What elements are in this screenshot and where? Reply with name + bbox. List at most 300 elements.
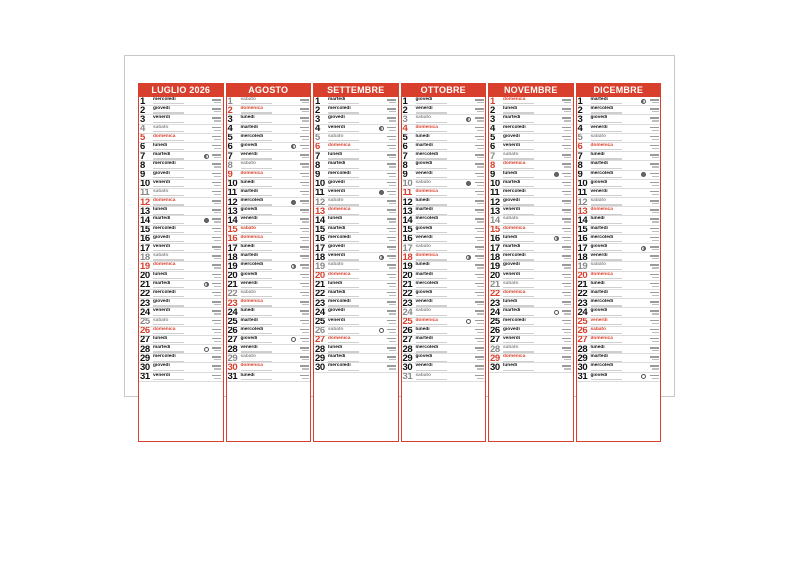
- saint-name-placeholder: [416, 278, 460, 279]
- day-row: [314, 336, 398, 345]
- saint-name-placeholder: [328, 305, 372, 306]
- day-row: [489, 299, 573, 308]
- day-row: [139, 198, 223, 207]
- month-column: [226, 83, 312, 442]
- saint-name-placeholder: [241, 333, 285, 334]
- saint-name-placeholder: [328, 140, 372, 141]
- sunrise-sunset-times: [212, 228, 221, 230]
- sunrise-sunset-times: [387, 218, 396, 220]
- day-row: [139, 106, 223, 115]
- saint-name-placeholder: [503, 204, 547, 205]
- day-of-year-counter: [214, 304, 221, 305]
- day-row: [402, 207, 486, 216]
- day-of-year-counter: [302, 295, 309, 296]
- day-row: [227, 299, 311, 308]
- saint-name-placeholder: [503, 361, 547, 362]
- day-of-year-counter: [302, 249, 309, 250]
- saint-name-placeholder: [153, 214, 197, 215]
- weekday-label: martedì: [415, 142, 433, 148]
- day-of-year-counter: [389, 221, 396, 222]
- sunrise-sunset-times: [650, 356, 659, 358]
- sunrise-sunset-times: [212, 173, 221, 175]
- day-of-year-counter: [564, 157, 571, 158]
- sunrise-sunset-times: [387, 99, 396, 101]
- saint-name-placeholder: [503, 186, 547, 187]
- day-number: 11: [140, 188, 150, 199]
- sunrise-sunset-times: [212, 320, 221, 322]
- weekday-label: venerdì: [153, 244, 171, 249]
- day-row: [227, 373, 311, 382]
- sunrise-sunset-times: [475, 173, 484, 175]
- saint-name-placeholder: [153, 223, 197, 224]
- sunrise-sunset-times: [562, 365, 571, 367]
- weekday-label: giovedì: [240, 271, 258, 277]
- day-row: [314, 161, 398, 170]
- saint-name-placeholder: [503, 351, 547, 352]
- sunrise-sunset-times: [650, 163, 659, 165]
- sunrise-sunset-times: [650, 209, 659, 211]
- saint-name-placeholder: [503, 232, 547, 233]
- day-row: [577, 308, 661, 317]
- saint-name-placeholder: [328, 186, 372, 187]
- day-number: 30: [140, 363, 150, 373]
- day-number: 19: [140, 262, 150, 272]
- weekday-label: sabato: [328, 198, 344, 204]
- day-number: 4: [315, 124, 320, 134]
- day-of-year-counter: [477, 350, 484, 351]
- sunrise-sunset-times: [387, 264, 396, 266]
- saint-name-placeholder: [416, 342, 460, 343]
- sunrise-sunset-times: [387, 301, 396, 303]
- saint-name-placeholder: [503, 149, 547, 150]
- sunrise-sunset-times: [562, 264, 571, 266]
- day-row: [402, 308, 486, 317]
- sunrise-sunset-times: [475, 255, 484, 257]
- day-of-year-counter: [477, 185, 484, 186]
- weekday-label: sabato: [590, 326, 606, 332]
- day-number: 26: [140, 326, 150, 336]
- sunrise-sunset-times: [475, 127, 484, 129]
- day-number: 6: [402, 142, 408, 153]
- day-of-year-counter: [564, 130, 571, 131]
- weekday-label: venerdì: [415, 234, 433, 240]
- saint-name-placeholder: [591, 214, 635, 215]
- day-row: [489, 272, 573, 281]
- weekday-label: domenica: [590, 207, 613, 213]
- saint-name-placeholder: [591, 131, 635, 132]
- sunrise-sunset-times: [562, 237, 571, 239]
- weekday-label: martedì: [503, 308, 521, 314]
- day-of-year-counter: [302, 185, 309, 186]
- weekday-label: lunedì: [415, 262, 430, 268]
- day-of-year-counter: [302, 102, 309, 103]
- weekday-label: venerdì: [153, 115, 171, 121]
- day-of-year-counter: [652, 286, 659, 287]
- day-row: [314, 180, 398, 189]
- day-row: [139, 152, 223, 161]
- day-number: 10: [227, 179, 238, 189]
- weekday-label: venerdì: [153, 179, 171, 185]
- weekday-label: mercoledì: [328, 106, 351, 112]
- weekday-label: martedì: [240, 188, 258, 194]
- sunrise-sunset-times: [300, 347, 309, 349]
- day-row: [314, 189, 398, 198]
- day-row: [314, 318, 398, 327]
- day-row: [402, 244, 486, 253]
- day-row: [577, 354, 661, 363]
- day-number: 25: [315, 317, 325, 327]
- day-row: [489, 152, 573, 161]
- saint-name-placeholder: [591, 112, 635, 113]
- day-row: [577, 207, 661, 216]
- day-of-year-counter: [389, 304, 396, 305]
- weekday-label: sabato: [240, 97, 256, 102]
- day-row: [577, 216, 661, 225]
- day-of-year-counter: [564, 368, 571, 369]
- weekday-label: mercoledì: [153, 289, 176, 295]
- sunrise-sunset-times: [650, 99, 659, 101]
- saint-name-placeholder: [241, 342, 285, 343]
- day-number: 3: [490, 115, 495, 125]
- day-of-year-counter: [652, 368, 659, 369]
- day-row: [139, 207, 223, 216]
- saint-name-placeholder: [503, 168, 547, 169]
- day-of-year-counter: [477, 203, 484, 204]
- day-row: [139, 299, 223, 308]
- day-row: [402, 345, 486, 354]
- sunrise-sunset-times: [650, 255, 659, 257]
- saint-name-placeholder: [591, 278, 635, 279]
- day-number: 17: [140, 244, 150, 254]
- day-number: 26: [490, 326, 500, 336]
- sunrise-sunset-times: [300, 274, 309, 276]
- moon-phase-icon: [554, 236, 559, 241]
- day-of-year-counter: [564, 332, 571, 333]
- sunrise-sunset-times: [212, 310, 221, 312]
- saint-name-placeholder: [503, 103, 547, 104]
- day-list: [489, 97, 573, 441]
- day-row: [489, 115, 573, 124]
- sunrise-sunset-times: [387, 320, 396, 322]
- weekday-label: giovedì: [590, 372, 608, 378]
- day-number: 10: [140, 179, 150, 189]
- sunrise-sunset-times: [475, 375, 484, 377]
- saint-name-placeholder: [416, 259, 460, 260]
- day-of-year-counter: [477, 240, 484, 241]
- weekday-label: lunedì: [503, 234, 518, 240]
- day-number: 24: [490, 308, 500, 318]
- sunrise-sunset-times: [650, 292, 659, 294]
- day-of-year-counter: [652, 166, 659, 167]
- day-row: [489, 106, 573, 115]
- day-row: [227, 235, 311, 244]
- saint-name-placeholder: [153, 370, 197, 371]
- day-of-year-counter: [564, 341, 571, 342]
- month-header: LUGLIO 2026: [139, 84, 223, 97]
- day-number: 22: [140, 289, 150, 300]
- sunrise-sunset-times: [562, 145, 571, 147]
- sunrise-sunset-times: [300, 365, 309, 367]
- weekday-label: domenica: [503, 225, 526, 231]
- day-row: [314, 308, 398, 317]
- day-number: 5: [315, 133, 320, 143]
- day-number: 6: [140, 142, 145, 153]
- moon-phase-icon: [554, 310, 559, 315]
- day-number: 30: [402, 363, 413, 373]
- sunrise-sunset-times: [212, 136, 221, 138]
- saint-name-placeholder: [503, 278, 547, 279]
- day-row: [139, 327, 223, 336]
- day-of-year-counter: [302, 166, 309, 167]
- sunrise-sunset-times: [212, 301, 221, 303]
- day-number: 2: [577, 106, 583, 116]
- day-number: 23: [402, 299, 413, 309]
- day-number: 24: [402, 308, 413, 318]
- weekday-label: domenica: [415, 188, 438, 194]
- saint-name-placeholder: [503, 333, 547, 334]
- day-number: 15: [227, 225, 238, 235]
- day-of-year-counter: [564, 120, 571, 121]
- weekday-label: sabato: [153, 188, 169, 194]
- day-row: [577, 235, 661, 244]
- day-row: [402, 373, 486, 382]
- saint-name-placeholder: [416, 379, 460, 380]
- weekday-label: domenica: [153, 262, 176, 268]
- day-number: 25: [577, 317, 588, 327]
- sunrise-sunset-times: [475, 237, 484, 239]
- saint-name-placeholder: [153, 204, 197, 205]
- day-of-year-counter: [302, 203, 309, 204]
- day-row: [227, 318, 311, 327]
- weekday-label: sabato: [328, 262, 344, 268]
- moon-phase-icon: [379, 190, 384, 195]
- weekday-label: mercoledì: [240, 326, 264, 332]
- saint-name-placeholder: [503, 269, 547, 270]
- day-number: 3: [402, 115, 408, 125]
- sunrise-sunset-times: [300, 264, 309, 266]
- saint-name-placeholder: [153, 149, 197, 150]
- day-number: 26: [315, 326, 325, 336]
- sunrise-sunset-times: [300, 310, 309, 312]
- weekday-label: mercoledì: [153, 225, 176, 231]
- day-of-year-counter: [564, 304, 571, 305]
- day-of-year-counter: [477, 166, 484, 167]
- sunrise-sunset-times: [475, 274, 484, 276]
- weekday-label: martedì: [328, 289, 346, 295]
- sunrise-sunset-times: [562, 182, 571, 184]
- day-of-year-counter: [389, 359, 396, 360]
- day-number: 6: [490, 142, 495, 153]
- day-of-year-counter: [477, 277, 484, 278]
- day-number: 13: [227, 207, 238, 217]
- day-number: 18: [577, 253, 588, 263]
- day-row: [139, 180, 223, 189]
- day-of-year-counter: [652, 139, 659, 140]
- weekday-label: sabato: [240, 354, 256, 360]
- weekday-label: giovedì: [153, 363, 170, 369]
- day-of-year-counter: [477, 194, 484, 195]
- saint-name-placeholder: [153, 296, 197, 297]
- saint-name-placeholder: [416, 296, 460, 297]
- weekday-label: sabato: [503, 345, 519, 351]
- sunrise-sunset-times: [387, 356, 396, 358]
- sunrise-sunset-times: [650, 173, 659, 175]
- day-of-year-counter: [389, 120, 396, 121]
- weekday-label: mercoledì: [240, 133, 264, 139]
- day-row: [577, 115, 661, 124]
- weekday-label: martedì: [415, 271, 433, 277]
- day-of-year-counter: [477, 295, 484, 296]
- day-of-year-counter: [477, 120, 484, 121]
- day-number: 19: [315, 262, 325, 272]
- sunrise-sunset-times: [387, 292, 396, 294]
- weekday-label: lunedì: [240, 308, 255, 314]
- saint-name-placeholder: [416, 195, 460, 196]
- day-number: 23: [490, 299, 500, 309]
- saint-name-placeholder: [153, 259, 197, 260]
- day-number: 2: [140, 106, 145, 116]
- day-number: 5: [577, 133, 583, 143]
- saint-name-placeholder: [328, 103, 372, 104]
- weekday-label: sabato: [153, 317, 169, 323]
- weekday-label: sabato: [590, 198, 606, 204]
- day-of-year-counter: [302, 130, 309, 131]
- weekday-label: domenica: [328, 207, 351, 213]
- day-number: 12: [402, 198, 413, 208]
- saint-name-placeholder: [503, 214, 547, 215]
- day-number: 2: [227, 106, 233, 116]
- day-of-year-counter: [214, 139, 221, 140]
- weekday-label: mercoledì: [153, 97, 176, 102]
- day-row: [139, 363, 223, 372]
- sunrise-sunset-times: [300, 154, 309, 156]
- day-row: [577, 363, 661, 372]
- day-number: 22: [490, 289, 500, 300]
- sunrise-sunset-times: [650, 283, 659, 285]
- day-number: 24: [577, 308, 588, 318]
- day-row: [227, 281, 311, 290]
- day-number: 25: [140, 317, 150, 327]
- sunrise-sunset-times: [475, 329, 484, 331]
- weekday-label: mercoledì: [415, 152, 439, 158]
- saint-name-placeholder: [241, 232, 285, 233]
- sunrise-sunset-times: [562, 163, 571, 165]
- day-row: [402, 299, 486, 308]
- day-of-year-counter: [477, 341, 484, 342]
- day-row: [489, 161, 573, 170]
- sunrise-sunset-times: [562, 191, 571, 193]
- weekday-label: mercoledì: [328, 170, 351, 176]
- sunrise-sunset-times: [300, 182, 309, 184]
- day-of-year-counter: [214, 221, 221, 222]
- day-row: [314, 216, 398, 225]
- sunrise-sunset-times: [300, 292, 309, 294]
- weekday-label: domenica: [153, 326, 176, 332]
- day-of-year-counter: [652, 130, 659, 131]
- sunrise-sunset-times: [562, 329, 571, 331]
- weekday-label: lunedì: [415, 326, 430, 332]
- weekday-label: lunedì: [328, 280, 343, 286]
- sunrise-sunset-times: [387, 310, 396, 312]
- saint-name-placeholder: [416, 186, 460, 187]
- day-number: 12: [577, 198, 588, 208]
- day-row: [314, 198, 398, 207]
- saint-name-placeholder: [241, 223, 285, 224]
- day-number: 5: [490, 133, 495, 143]
- day-number: 21: [402, 280, 413, 290]
- saint-name-placeholder: [503, 195, 547, 196]
- day-of-year-counter: [389, 341, 396, 342]
- month-header: NOVEMBRE: [489, 84, 573, 97]
- day-number: 30: [315, 363, 325, 373]
- day-number: 17: [490, 244, 500, 254]
- day-of-year-counter: [389, 185, 396, 186]
- moon-phase-icon: [291, 264, 296, 269]
- day-of-year-counter: [652, 203, 659, 204]
- weekday-label: sabato: [415, 179, 431, 185]
- day-number: 26: [227, 326, 238, 336]
- saint-name-placeholder: [328, 259, 372, 260]
- six-month-calendar: [138, 83, 661, 442]
- day-number: 16: [402, 234, 413, 244]
- day-row: [577, 373, 661, 382]
- weekday-label: giovedì: [415, 289, 433, 295]
- day-row: [577, 290, 661, 299]
- day-number: 30: [490, 363, 500, 373]
- saint-name-placeholder: [241, 305, 285, 306]
- weekday-label: domenica: [240, 170, 263, 176]
- day-number: 13: [140, 207, 150, 217]
- day-number: 18: [315, 253, 325, 263]
- day-row: [227, 161, 311, 170]
- day-row: [489, 180, 573, 189]
- saint-name-placeholder: [241, 149, 285, 150]
- sunrise-sunset-times: [300, 145, 309, 147]
- weekday-label: mercoledì: [328, 234, 351, 240]
- moon-phase-icon: [641, 172, 646, 177]
- weekday-label: sabato: [415, 372, 431, 378]
- day-of-year-counter: [564, 185, 571, 186]
- saint-name-placeholder: [328, 370, 372, 371]
- day-row: [314, 97, 398, 106]
- saint-name-placeholder: [503, 305, 547, 306]
- day-number: 10: [315, 179, 325, 189]
- saint-name-placeholder: [591, 149, 635, 150]
- weekday-label: mercoledì: [153, 354, 176, 360]
- weekday-label: mercoledì: [503, 253, 526, 259]
- saint-name-placeholder: [328, 158, 372, 159]
- weekday-label: martedì: [153, 280, 171, 286]
- moon-phase-icon: [466, 319, 471, 324]
- day-number: 15: [577, 225, 588, 235]
- day-of-year-counter: [214, 286, 221, 287]
- day-of-year-counter: [477, 157, 484, 158]
- day-row: [139, 115, 223, 124]
- saint-name-placeholder: [241, 361, 285, 362]
- sunrise-sunset-times: [300, 356, 309, 358]
- sunrise-sunset-times: [300, 255, 309, 257]
- day-number: 1: [227, 97, 233, 107]
- day-of-year-counter: [214, 194, 221, 195]
- day-number: 23: [227, 299, 238, 309]
- sunrise-sunset-times: [387, 136, 396, 138]
- weekday-label: giovedì: [153, 299, 170, 305]
- weekday-label: domenica: [415, 317, 438, 323]
- day-number: 25: [402, 317, 413, 327]
- day-of-year-counter: [302, 139, 309, 140]
- sunrise-sunset-times: [475, 191, 484, 193]
- day-row: [314, 363, 398, 372]
